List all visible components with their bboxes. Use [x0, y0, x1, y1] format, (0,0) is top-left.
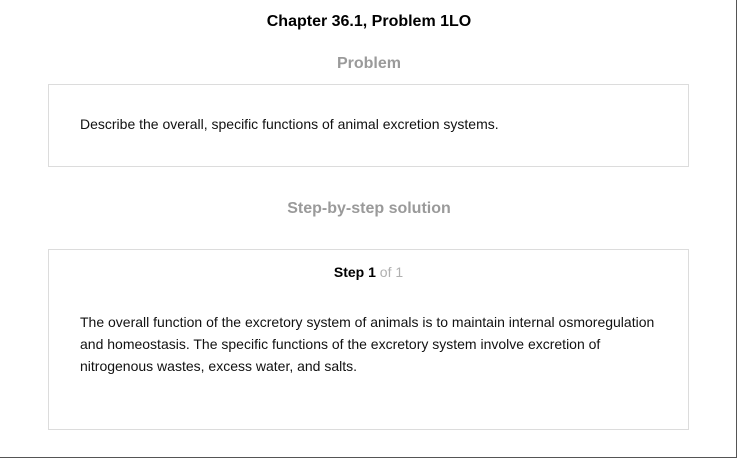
step-number: 1 — [368, 264, 376, 280]
problem-heading: Problem — [336, 55, 401, 72]
step-total: of 1 — [375, 264, 404, 280]
step-card — [48, 249, 689, 430]
problem-card — [48, 84, 689, 167]
step-label — [49, 264, 688, 280]
problem-text: Describe the overall, specific functions of animal excretion systems. — [80, 116, 499, 132]
solution-heading: Step-by-step solution — [287, 200, 451, 217]
chapter-title: Chapter 36.1, Problem 1LO — [266, 13, 472, 30]
step-word: Step — [333, 264, 365, 280]
step-text: The overall function of the excretory system of animals is to maintain internal osmoregulation and homeostasis. The specific functions of the excretory system involve excretion of nitrogenous wastes, excess water, and salts. — [80, 314, 655, 374]
